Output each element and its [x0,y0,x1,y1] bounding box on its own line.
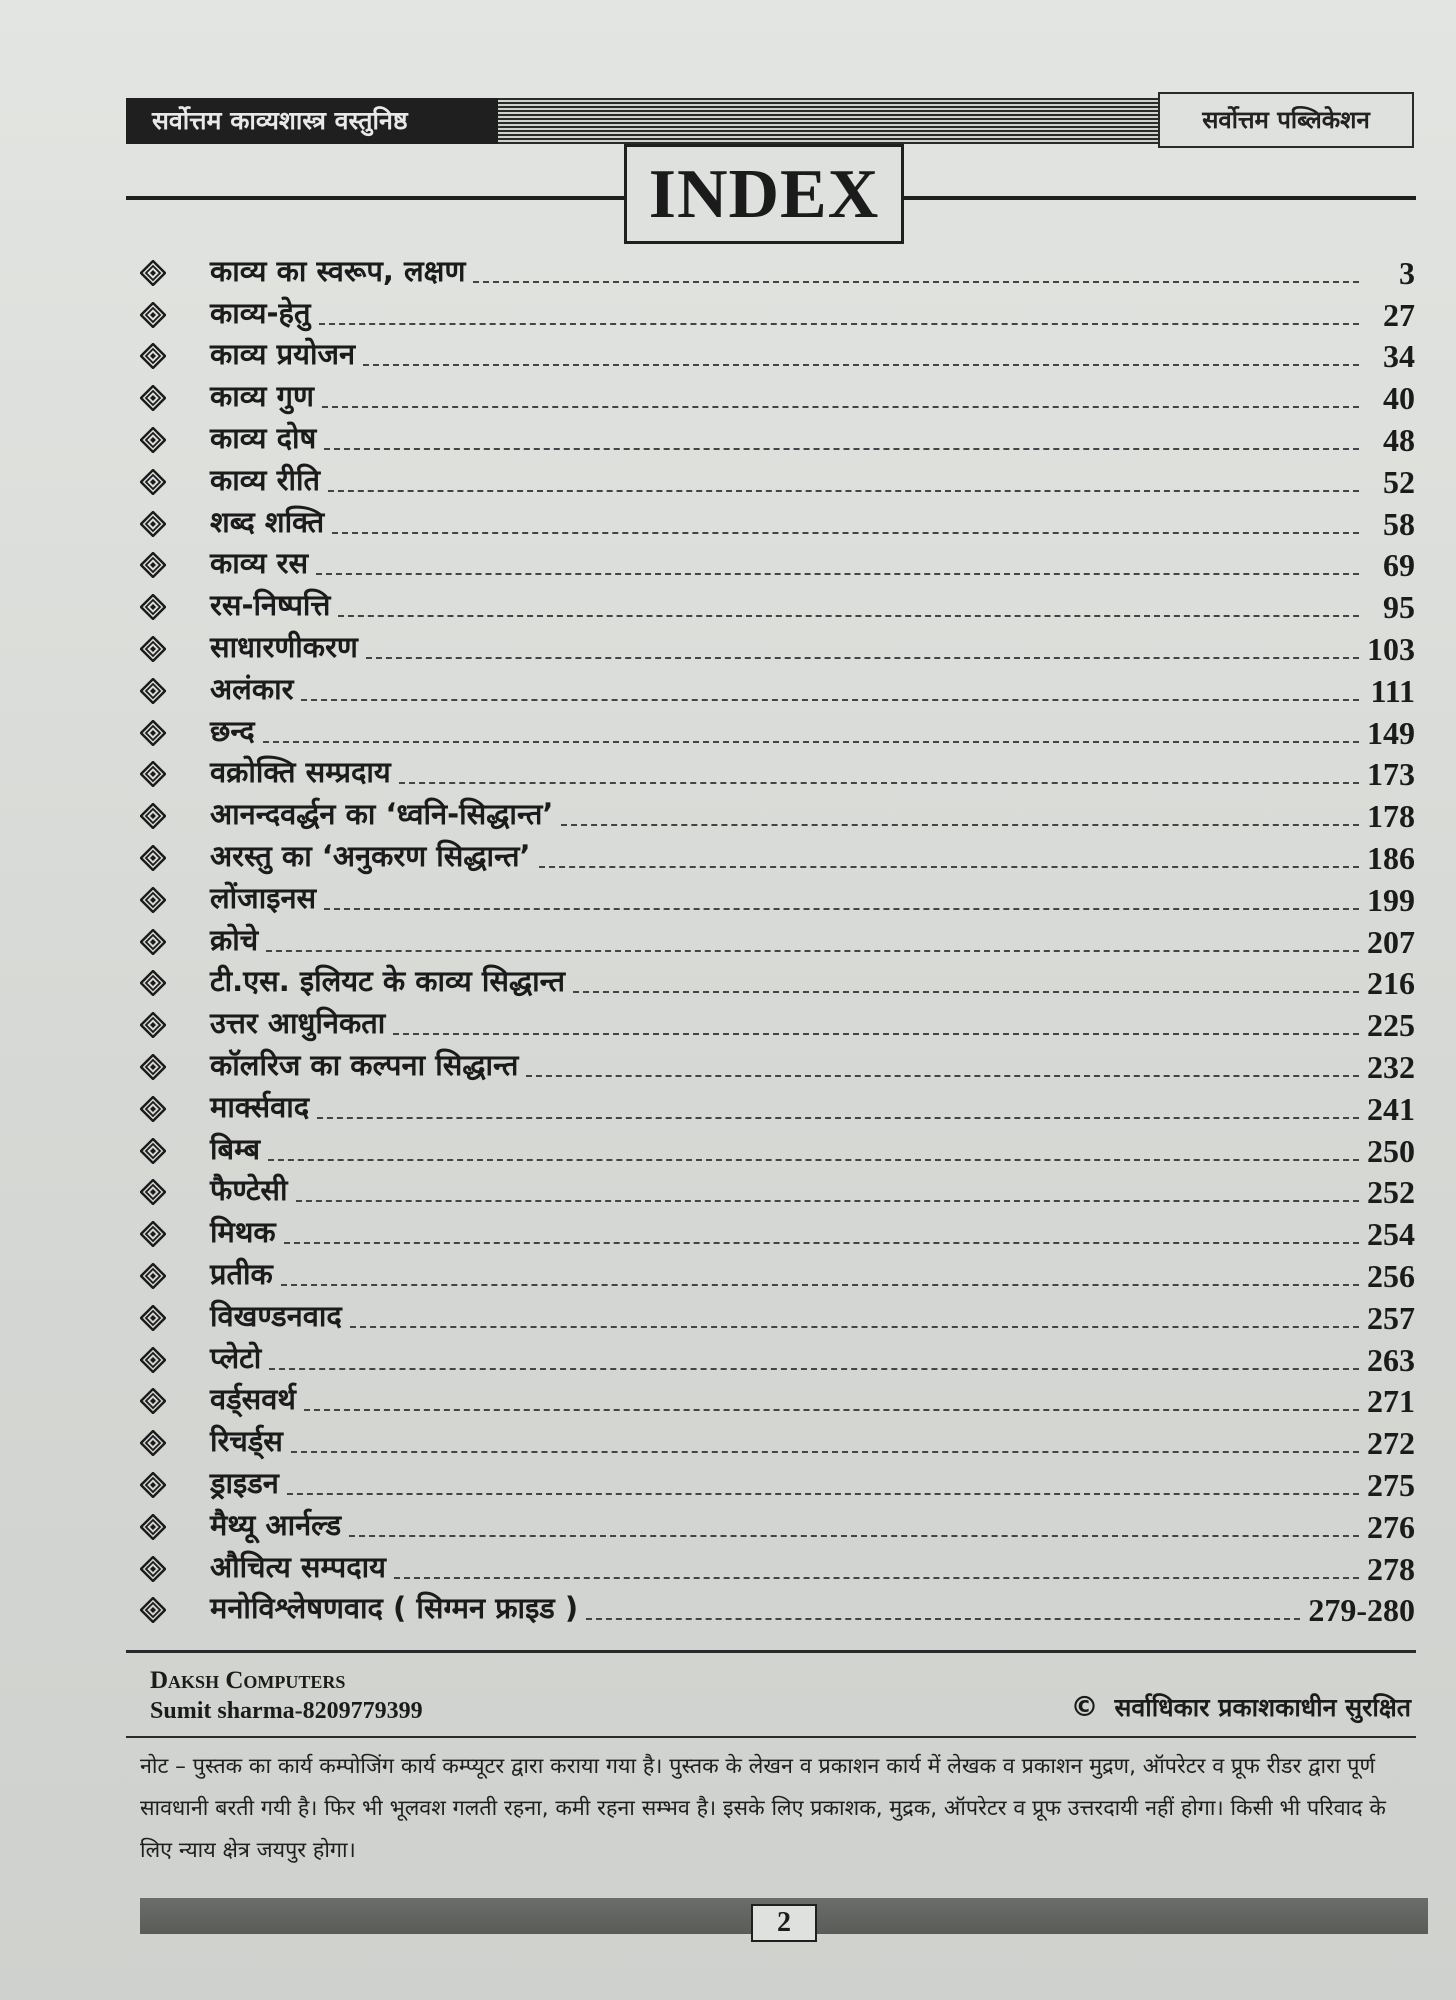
toc-entry [140,1002,1415,1044]
toc-entry-title: औचित्य सम्पदाय [210,1549,386,1584]
diamond-bullet-icon [140,1138,166,1164]
toc-entry-title: आनन्दवर्द्धन का ‘ध्वनि-सिद्धान्त’ [210,797,554,832]
toc-entry-page: 3 [1399,254,1415,291]
toc-entry [140,1337,1415,1379]
toc-entry [140,250,1415,292]
dash-leader [349,1535,1359,1537]
toc-entry-page: 207 [1367,923,1415,960]
toc-entry-title: कॉलरिज का कल्पना सिद्धान्त [210,1047,519,1082]
toc-entry-title: मार्क्सवाद [210,1089,310,1124]
dash-leader [291,1451,1359,1453]
diamond-bullet-icon [140,720,166,746]
toc-entry [140,877,1415,919]
diamond-bullet-icon [140,1430,166,1456]
toc-entry-page: 186 [1367,839,1415,876]
diamond-bullet-icon [140,887,166,913]
dash-leader [319,323,1360,325]
dash-leader [296,1200,1359,1202]
toc-entry-title: काव्य रीति [210,462,321,497]
diamond-bullet-icon [140,761,166,787]
dash-leader [338,615,1359,617]
toc-entry-title: क्रोचे [210,922,259,957]
diamond-bullet-icon [140,1514,166,1540]
toc-entry [140,835,1415,877]
diamond-bullet-icon [140,1054,166,1080]
toc-entry-page: 275 [1367,1466,1415,1503]
toc-entry-title: उत्तर आधुनिकता [210,1006,386,1041]
toc-entry-title: अलंकार [210,671,294,706]
toc-entry-page: 252 [1367,1174,1415,1211]
toc-entry-title: विखण्डनवाद [210,1298,342,1333]
toc-entry-page: 178 [1367,798,1415,835]
diamond-bullet-icon [140,1179,166,1205]
toc-entry [140,1462,1415,1504]
toc-entry [140,1170,1415,1212]
diamond-bullet-icon [140,678,166,704]
dash-leader [287,1493,1359,1495]
toc-entry-page: 272 [1367,1425,1415,1462]
dash-leader [393,1033,1359,1035]
toc-entry-title: बिम्ब [210,1131,261,1166]
toc-entry-title: शब्द शक्ति [210,504,325,539]
toc-entry [140,626,1415,668]
toc-entry-page: 271 [1367,1383,1415,1420]
dash-leader [322,406,1359,408]
toc-entry [140,752,1415,794]
toc-entry-page: 48 [1383,421,1415,458]
diamond-bullet-icon [140,1221,166,1247]
dash-leader [473,281,1359,283]
toc-entry-title: वक्रोक्ति सम्प्रदाय [210,755,391,790]
rights-notice [1070,1690,1411,1724]
toc-entry-title: प्रतीक [210,1256,273,1291]
typesetter-credit [150,1666,423,1726]
toc-entry [140,1379,1415,1421]
diamond-bullet-icon [140,385,166,411]
header-book-title: सर्वोत्तम काव्यशास्त्र वस्तुनिष्ठ [126,98,498,144]
toc-entry-page: 254 [1367,1216,1415,1253]
dash-leader [324,448,1359,450]
toc-entry [140,1295,1415,1337]
toc-entry [140,1253,1415,1295]
toc-entry-page: 232 [1367,1048,1415,1085]
dash-leader [350,1326,1359,1328]
rights-text: सर्वाधिकार प्रकाशकाधीन सुरक्षित [1114,1693,1411,1722]
toc-entry [140,793,1415,835]
dash-leader [301,699,1359,701]
toc-entry-page: 27 [1383,296,1415,333]
toc-end-rule [126,1650,1416,1653]
diamond-bullet-icon [140,594,166,620]
toc-entry-title: काव्य प्रयोजन [210,337,356,372]
toc-entry [140,417,1415,459]
toc-entry-title: लोंजाइनस [210,880,317,915]
dash-leader [266,950,1359,952]
toc-entry-page: 241 [1367,1090,1415,1127]
toc-entry-title: अरस्तु का ‘अनुकरण सिद्धान्त’ [210,838,531,873]
index-title-box [624,144,904,244]
toc-entry-page: 52 [1383,463,1415,500]
toc-entry-page: 263 [1367,1341,1415,1378]
toc-entry [140,1128,1415,1170]
diamond-bullet-icon [140,511,166,537]
dash-leader [281,1284,1359,1286]
diamond-bullet-icon [140,1472,166,1498]
diamond-bullet-icon [140,1012,166,1038]
toc-entry [140,1044,1415,1086]
dash-leader [539,866,1359,868]
dash-leader [399,782,1359,784]
dash-leader [328,490,1359,492]
toc-entry-title: काव्य रस [210,546,309,581]
typesetter-name: Daksh Computers [150,1667,346,1694]
index-title: INDEX [648,156,880,233]
diamond-bullet-icon [140,1388,166,1414]
diamond-bullet-icon [140,929,166,955]
toc-entry-page: 257 [1367,1299,1415,1336]
diamond-bullet-icon [140,343,166,369]
toc-entry [140,961,1415,1003]
dash-leader [324,908,1359,910]
toc-entry [140,501,1415,543]
dash-leader [317,1117,1359,1119]
toc-entry-page: 250 [1367,1132,1415,1169]
page-header [126,92,1414,150]
table-of-contents [140,250,1415,1629]
diamond-bullet-icon [140,1096,166,1122]
diamond-bullet-icon [140,970,166,996]
toc-entry-page: 103 [1367,630,1415,667]
toc-entry-title: मनोविश्लेषणवाद ( सिग्मन फ्राइड ) [210,1591,579,1626]
diamond-bullet-icon [140,636,166,662]
disclaimer-note: नोट – पुस्तक का कार्य कम्पोजिंग कार्य कम्प्यूटर द्वारा कराया गया है। पुस्तक के लेखन व प्रकाशन कार्य में लेखक व प्रकाशन मुद्रण, ऑपरेटर व प्रूफ रीडर द्वारा पूर्ण सावधानी बरती गयी है। फिर भी भूलवश गलती रहना, कमी रहना सम्भव है। इसके लिए प्रकाशक, मुद्रक, ऑपरेटर व प्रूफ उत्तरदायी नहीं होगा। किसी भी परिवाद के लिए न्याय क्षेत्र जयपुर होगा। [140,1754,1386,1863]
toc-entry-page: 149 [1367,714,1415,751]
typesetter-contact: Sumit sharma-8209779399 [150,1698,423,1724]
diamond-bullet-icon [140,1347,166,1373]
toc-entry-page: 276 [1367,1508,1415,1545]
toc-entry-title: काव्य-हेतु [210,295,311,330]
toc-entry [140,1546,1415,1588]
dash-leader [363,364,1359,366]
toc-entry [140,919,1415,961]
dash-leader [268,1159,1359,1161]
dash-leader [316,573,1359,575]
toc-entry-title: काव्य गुण [210,379,314,414]
toc-entry-page: 216 [1367,965,1415,1002]
diamond-bullet-icon [140,427,166,453]
toc-entry-page: 256 [1367,1257,1415,1294]
dash-leader [586,1618,1300,1620]
toc-entry-title: मैथ्यू आर्नल्ड [210,1507,342,1542]
dash-leader [394,1577,1359,1579]
toc-entry [140,668,1415,710]
dash-leader [561,824,1359,826]
note-rule [126,1736,1416,1738]
diamond-bullet-icon [140,260,166,286]
toc-entry [140,1211,1415,1253]
toc-entry-page: 34 [1383,338,1415,375]
dash-leader [263,741,1359,743]
toc-entry-page: 58 [1383,505,1415,542]
diamond-bullet-icon [140,1305,166,1331]
toc-entry-title: रस-निष्पत्ति [210,588,331,623]
toc-entry-title: रिचर्ड्स [210,1424,283,1459]
diamond-bullet-icon [140,1556,166,1582]
toc-entry [140,1588,1415,1630]
toc-entry [140,459,1415,501]
dash-leader [366,657,1359,659]
dash-leader [269,1368,1359,1370]
dash-leader [304,1409,1359,1411]
toc-entry [140,292,1415,334]
toc-entry-title: काव्य का स्वरूप, लक्षण [210,253,466,288]
diamond-bullet-icon [140,302,166,328]
diamond-bullet-icon [140,845,166,871]
toc-entry [140,1086,1415,1128]
diamond-bullet-icon [140,1597,166,1623]
toc-entry [140,375,1415,417]
toc-entry-title: छन्द [210,713,255,748]
toc-entry-page: 225 [1367,1007,1415,1044]
copyright-icon: © [1070,1690,1099,1723]
dash-leader [573,991,1359,993]
dash-leader [284,1242,1359,1244]
toc-entry-page: 40 [1383,380,1415,417]
dash-leader [332,532,1359,534]
page-number: 2 [751,1904,817,1942]
toc-entry-page: 278 [1367,1550,1415,1587]
toc-entry-page: 173 [1367,756,1415,793]
toc-entry-page: 95 [1383,589,1415,626]
toc-entry-page: 69 [1383,547,1415,584]
toc-entry [140,710,1415,752]
toc-entry-title: ड्राइडन [210,1465,279,1500]
diamond-bullet-icon [140,803,166,829]
toc-entry-page: 199 [1367,881,1415,918]
toc-entry-title: मिथक [210,1215,276,1250]
header-publisher: सर्वोत्तम पब्लिकेशन [1158,92,1414,148]
toc-entry-page: 279-280 [1308,1592,1415,1629]
toc-entry-title: वर्ड्सवर्थ [210,1382,296,1417]
diamond-bullet-icon [140,469,166,495]
toc-entry-title: साधारणीकरण [210,629,358,664]
toc-entry [140,584,1415,626]
toc-entry-title: टी.एस. इलियट के काव्य सिद्धान्त [210,964,566,999]
toc-entry [140,543,1415,585]
toc-entry-title: प्लेटो [210,1340,262,1375]
toc-entry [140,1420,1415,1462]
toc-entry [140,1504,1415,1546]
dash-leader [526,1075,1359,1077]
toc-entry-title: फैण्टेसी [210,1173,288,1208]
toc-entry [140,334,1415,376]
toc-entry-page: 111 [1370,672,1415,709]
diamond-bullet-icon [140,552,166,578]
diamond-bullet-icon [140,1263,166,1289]
toc-entry-title: काव्य दोष [210,420,317,455]
